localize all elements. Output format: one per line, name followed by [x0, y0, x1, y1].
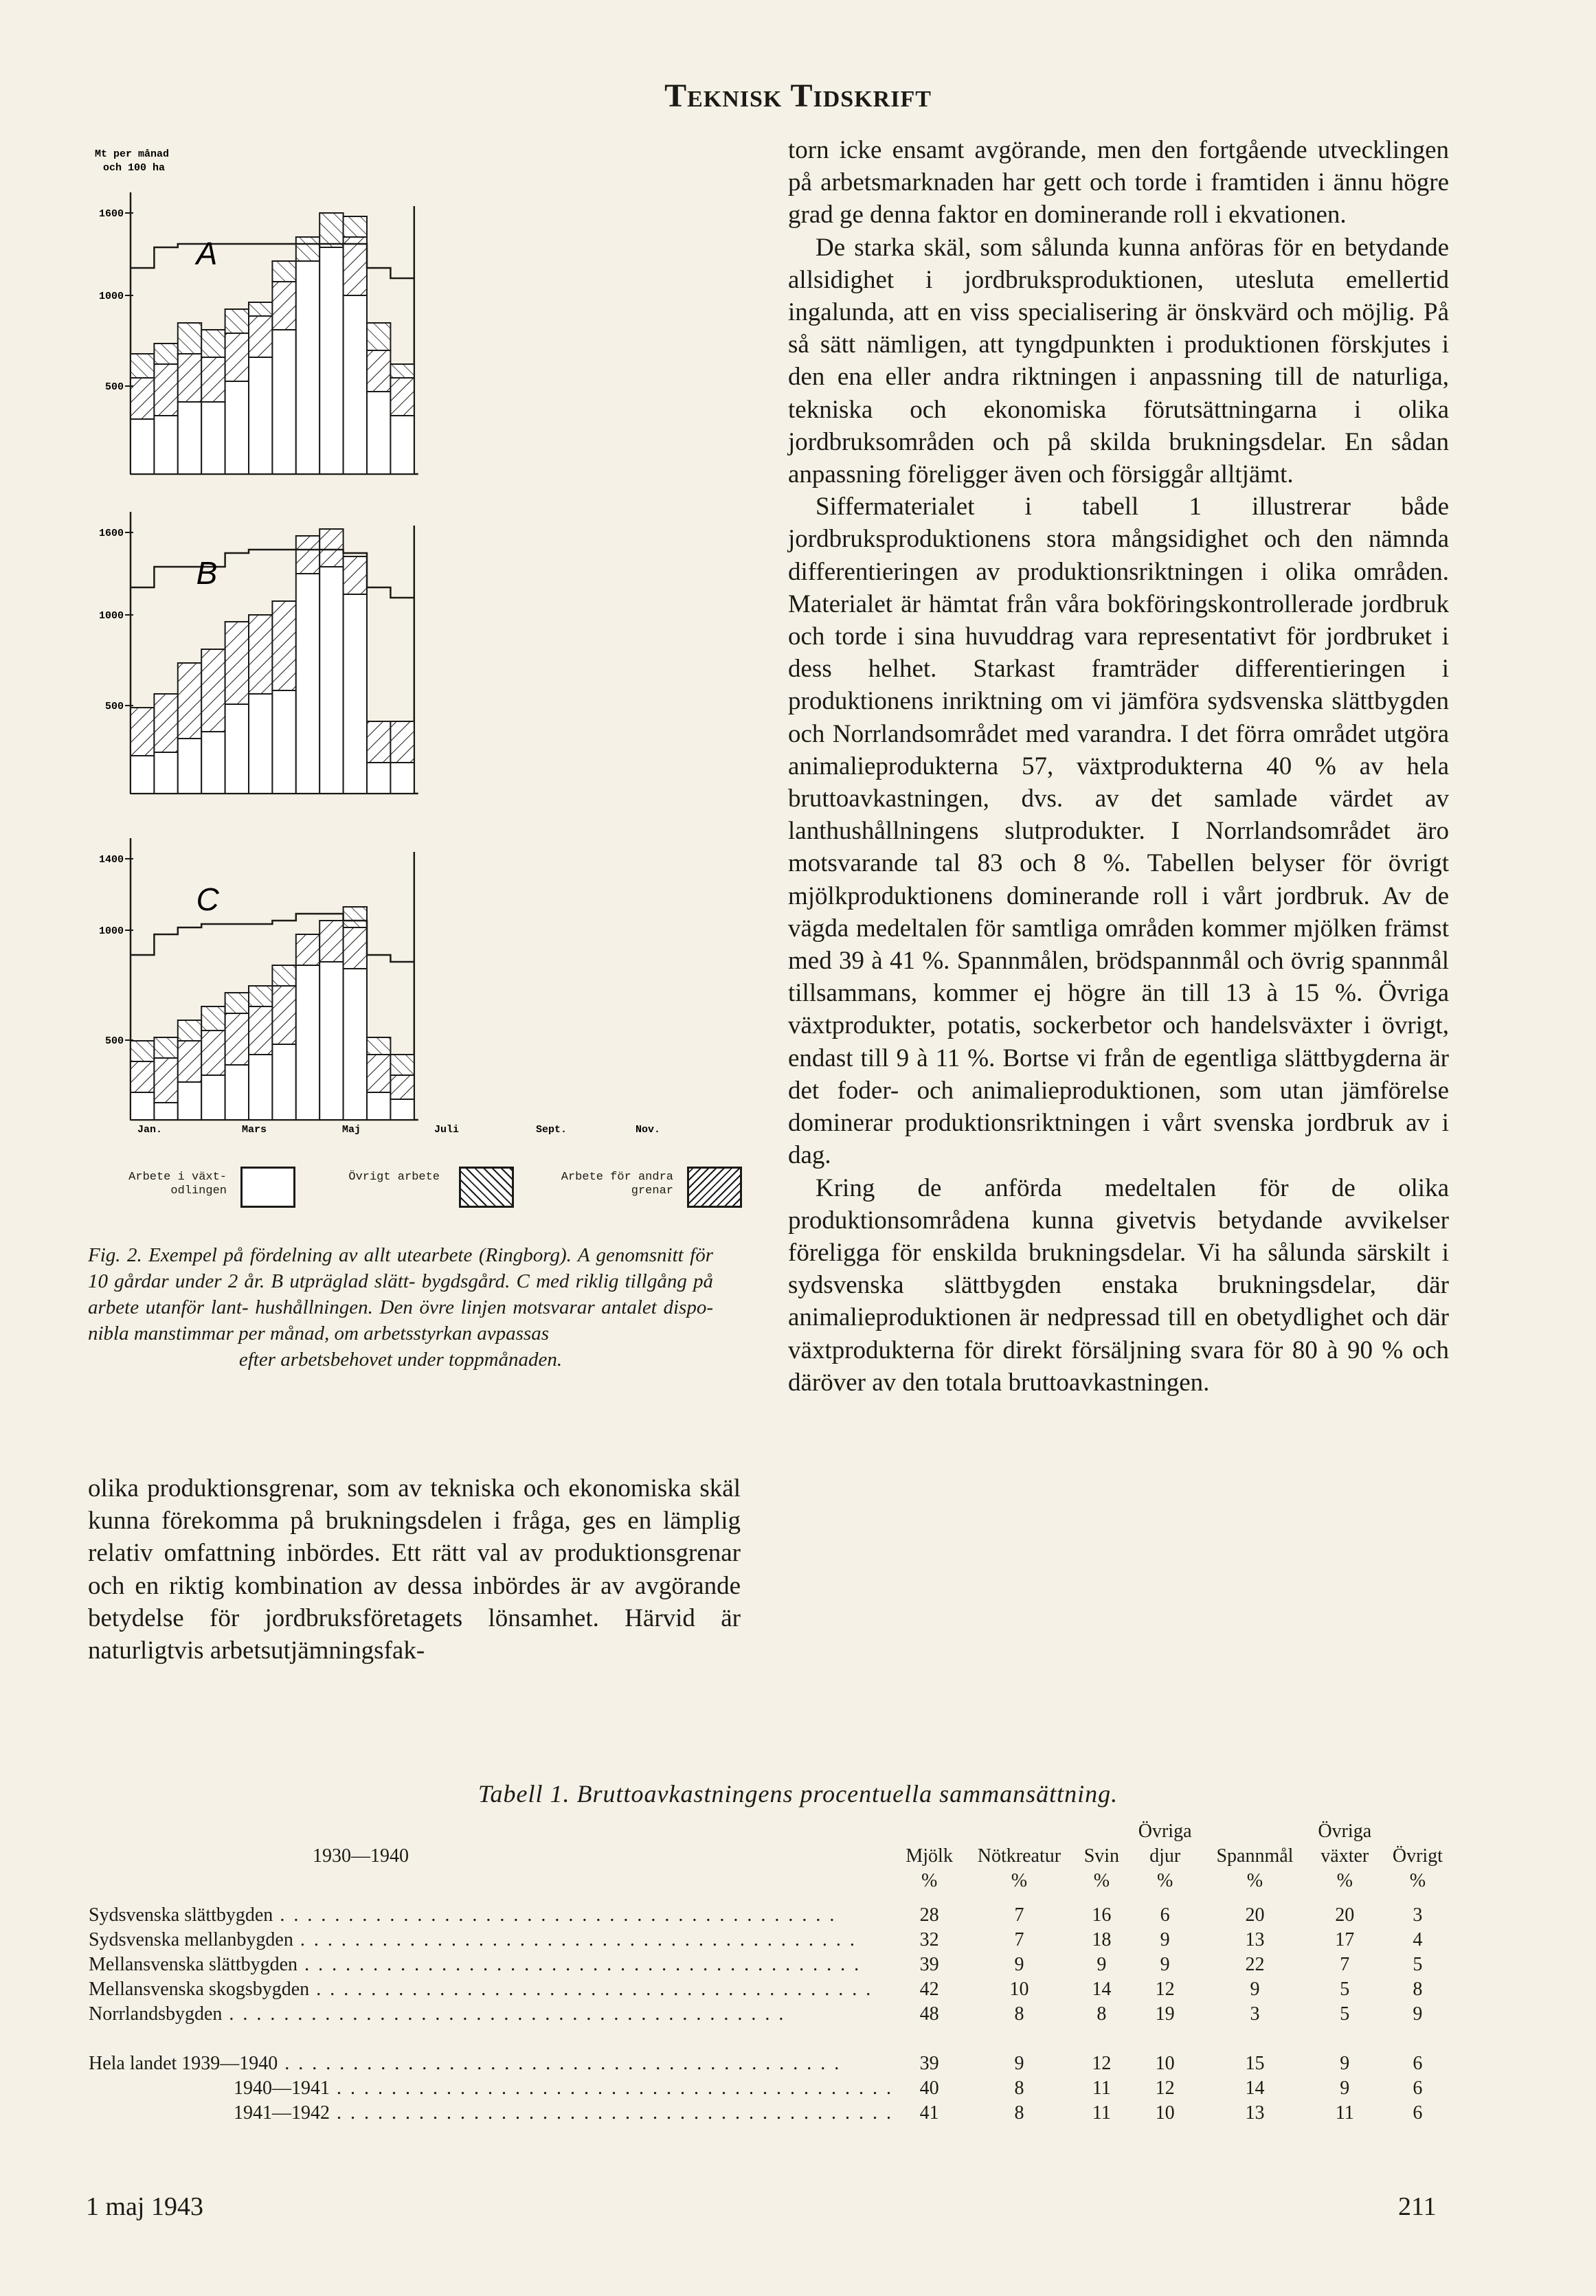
bar-crop-work — [344, 295, 367, 474]
caption-line: nibla manstimmar per månad, om arbetsstyrkan avpassas — [88, 1323, 550, 1344]
table-cell: 15 — [1245, 2053, 1265, 2074]
bar-other-work — [319, 529, 343, 567]
row-label: 1940—1941 . . . . . . . . . . . . . . . . . . . . . . . . . . . . . . . . . . . . . . . . . — [234, 2078, 893, 2099]
legend-crop-line2: odlingen — [170, 1184, 227, 1197]
figure-caption — [88, 1242, 713, 1373]
paragraph: De starka skäl, som sålunda kunna anföras för en betydande allsidighet i jordbruksproduktionen, utesluta emellertid ingalunda, att en viss specialisering är önskvärd och möjlig. På så sätt nämligen, att tyngdpunkten i produktionen förskjutes i den ena eller andra riktningen i anpassning till de naturliga, tekniska och ekonomiska förutsättningarna i olika jordbruksområden och på skilda brukningsdelar. En sådan anpassning föreligger även och försiggår alltjämt. — [788, 233, 1449, 489]
bar-other-work — [249, 316, 272, 357]
bar-other-branches — [272, 965, 295, 986]
bar-crop-work — [319, 567, 343, 794]
bar-other-branches — [249, 986, 272, 1006]
table-cell: 17 — [1335, 1929, 1355, 1950]
bar-other-work — [225, 1013, 249, 1065]
bar-crop-work — [131, 756, 154, 794]
month-label: Mars — [242, 1124, 267, 1136]
right-column-text — [788, 134, 1449, 1399]
table-cell: 5 — [1340, 1979, 1350, 2000]
table-cell: 6 — [1413, 2078, 1423, 2099]
bar-crop-work — [154, 1103, 177, 1120]
row-label: Mellansvenska skogsbygden . . . . . . . . . . . . . . . . . . . . . . . . . . . . . . . . . . . . . . . . . — [89, 1979, 873, 2000]
col-head-1 — [1382, 1819, 1453, 1844]
chart-legend — [110, 1161, 769, 1209]
legend-swatch-backslash — [459, 1167, 514, 1208]
legend-branches-line2: grenar — [631, 1184, 673, 1197]
bar-other-work — [249, 615, 272, 694]
table-header-row-1 — [86, 1819, 1453, 1844]
col-head-2: växter — [1320, 1845, 1369, 1867]
bar-crop-work — [249, 357, 272, 474]
col-head-1 — [1076, 1819, 1127, 1844]
table-row — [86, 1928, 1453, 1952]
table-cell: 4 — [1413, 1929, 1423, 1950]
col-unit: % — [1093, 1870, 1110, 1891]
table-cell: 12 — [1092, 2053, 1112, 2074]
bar-other-work — [178, 354, 201, 402]
bar-crop-work — [154, 416, 177, 474]
bar-crop-work — [131, 419, 154, 474]
capacity-line — [131, 914, 414, 962]
table-cell: 11 — [1092, 2078, 1111, 2099]
bar-crop-work — [178, 739, 201, 794]
bar-other-branches — [154, 344, 177, 364]
y-tick-label: 1000 — [98, 291, 124, 302]
caption-line: bygdsgård. C med riklig tillgång på arbete utanför lant- — [88, 1270, 714, 1318]
table-row — [86, 1952, 1453, 1977]
table-unit-row — [86, 1869, 1453, 1893]
bar-other-branches — [225, 993, 249, 1013]
bar-other-work — [272, 601, 295, 690]
table-cell: 8 — [1014, 2102, 1024, 2124]
col-unit: % — [1409, 1870, 1426, 1891]
bar-crop-work — [390, 763, 414, 794]
table-cell: 9 — [1160, 1954, 1170, 1975]
table-cell: 11 — [1335, 2102, 1354, 2124]
panel-C — [99, 838, 418, 1120]
table-cell: 5 — [1340, 2003, 1350, 2025]
table-cell: 12 — [1155, 2078, 1175, 2099]
y-tick-label: 1600 — [98, 528, 124, 539]
bar-other-work — [131, 708, 154, 756]
bar-crop-work — [201, 402, 225, 474]
y-tick-label: 500 — [104, 381, 124, 393]
bar-crop-work — [154, 752, 177, 794]
bar-other-work — [201, 357, 225, 402]
panel-B — [99, 512, 418, 794]
bar-crop-work — [178, 1082, 201, 1120]
table-title: Tabell 1. Bruttoavkastningens procentuella sammansättning. — [477, 1780, 1119, 1808]
bar-other-branches — [390, 1055, 414, 1075]
table-cell: 16 — [1092, 1904, 1112, 1926]
table-cell: 9 — [1340, 2053, 1350, 2074]
legend-crop-work — [110, 1161, 330, 1209]
table-cell: 9 — [1340, 2078, 1350, 2099]
table-cell: 32 — [919, 1929, 939, 1950]
bar-other-work — [154, 364, 177, 416]
table-cell: 28 — [919, 1904, 939, 1926]
bar-crop-work — [249, 694, 272, 794]
bar-crop-work — [367, 392, 390, 474]
col-head-1: Övriga — [1318, 1821, 1372, 1842]
panel-label: A — [196, 236, 218, 271]
table-cell: 42 — [919, 1979, 939, 2000]
table-row — [86, 1903, 1453, 1928]
table-cell: 13 — [1245, 1929, 1265, 1950]
bar-other-work — [178, 663, 201, 739]
bar-other-work — [225, 622, 249, 704]
month-labels — [137, 1124, 660, 1136]
col-unit: % — [921, 1870, 938, 1891]
bar-other-work — [390, 1075, 414, 1099]
bar-other-work — [225, 333, 249, 381]
bar-other-branches — [344, 907, 367, 927]
col-head-2: Övrigt — [1392, 1845, 1443, 1867]
bar-crop-work — [201, 1075, 225, 1120]
table-cell: 22 — [1245, 1954, 1265, 1975]
legend-other-work — [330, 1161, 536, 1209]
col-unit: % — [1011, 1870, 1028, 1891]
bar-crop-work — [272, 1044, 295, 1120]
bar-other-work — [390, 721, 414, 763]
table-spacer — [86, 2027, 1453, 2051]
table-cell: 40 — [919, 2078, 939, 2099]
month-label: Jan. — [137, 1124, 163, 1136]
table-cell: 19 — [1155, 2003, 1175, 2025]
bar-other-work — [367, 721, 390, 763]
paragraph: olika produktionsgrenar, som av tekniska och ekonomiska skäl kunna förekomma på brukningsdelen i fråga, ges en lämplig relativ omfattning inbördes. Ett rätt val av produktionsgrenar och en riktig kombination av dessa inbördes är av avgörande betydelse för jordbruksföretagets lönsamhet. Härvid är naturligtvis arbetsutjämningsfak- — [88, 1474, 741, 1665]
bar-other-branches — [272, 261, 295, 282]
table-cell: 7 — [1014, 1929, 1024, 1950]
bar-crop-work — [272, 690, 295, 794]
labour-distribution-chart — [82, 137, 756, 1305]
table-row — [86, 1977, 1453, 2002]
table-cell: 39 — [919, 2053, 939, 2074]
caption-line: Fig. 2. Exempel på fördelning av allt utearbete (Ringborg). — [88, 1244, 572, 1266]
row-label: Mellansvenska slättbygden . . . . . . . . . . . . . . . . . . . . . . . . . . . . . . . . . . . . . . . . . — [89, 1954, 862, 1975]
bar-other-branches — [178, 1020, 201, 1041]
capacity-line — [131, 550, 414, 598]
caption-line: efter arbetsbehovet under toppmånaden. — [238, 1349, 563, 1371]
yaxis-title-2: och 100 ha — [103, 162, 166, 174]
bar-other-work — [344, 237, 367, 295]
bar-other-work — [344, 927, 367, 969]
col-head-1 — [963, 1819, 1075, 1844]
month-label: Maj — [342, 1124, 361, 1136]
table-cell: 8 — [1097, 2003, 1107, 2025]
bar-other-branches — [131, 1041, 154, 1061]
table-cell: 9 — [1160, 1929, 1170, 1950]
table-cell: 11 — [1092, 2102, 1111, 2124]
period-header: 1930—1940 — [313, 1845, 409, 1867]
y-tick-label: 1400 — [98, 854, 124, 866]
bar-crop-work — [249, 1055, 272, 1120]
table-spacer — [86, 1893, 1453, 1903]
caption-line: hushållningen. Den övre linjen motsvarar antalet dispo- — [255, 1296, 713, 1318]
row-label: Sydsvenska slättbygden . . . . . . . . . . . . . . . . . . . . . . . . . . . . . . . . . . . . . . . . . — [89, 1904, 837, 1926]
bar-crop-work — [344, 594, 367, 794]
bar-other-branches — [319, 213, 343, 247]
table-cell: 9 — [1250, 1979, 1260, 2000]
bar-crop-work — [367, 763, 390, 794]
y-tick-label: 500 — [104, 701, 124, 712]
paragraph: torn icke ensamt avgörande, men den fortgående utvecklingen på arbetsmarknaden har gett och torde i framtiden i ännu högre grad ge denna faktor en dominerande roll i ekvationen. — [788, 136, 1449, 229]
y-tick-label: 1000 — [98, 610, 124, 622]
col-head-1 — [896, 1819, 963, 1844]
bar-other-branches — [178, 323, 201, 354]
bar-other-work — [296, 934, 319, 965]
table-cell: 6 — [1160, 1904, 1170, 1926]
bar-crop-work — [296, 574, 319, 794]
bar-other-work — [154, 1058, 177, 1103]
col-unit: % — [1156, 1870, 1173, 1891]
table-cell: 14 — [1092, 1979, 1112, 2000]
row-label: Sydsvenska mellanbygden . . . . . . . . . . . . . . . . . . . . . . . . . . . . . . . . . . . . . . . . . — [89, 1929, 857, 1950]
bar-other-work — [201, 1031, 225, 1075]
table-cell: 41 — [919, 2102, 939, 2124]
table-cell: 20 — [1335, 1904, 1355, 1926]
month-label: Juli — [434, 1124, 460, 1136]
col-head-2: Nötkreatur — [977, 1845, 1061, 1867]
panel-label: C — [196, 881, 219, 917]
table-row — [86, 2076, 1453, 2101]
table-cell: 12 — [1155, 1979, 1175, 2000]
legend-swatch-slash — [687, 1167, 742, 1208]
table-cell: 5 — [1413, 1954, 1423, 1975]
journal-title: Teknisk Tidskrift — [664, 78, 932, 114]
bar-other-work — [154, 694, 177, 752]
bar-crop-work — [225, 381, 249, 474]
table-cell: 8 — [1014, 2078, 1024, 2099]
issue-date: 1 maj 1943 — [86, 2192, 203, 2221]
bar-other-work — [178, 1041, 201, 1082]
col-head-1 — [1202, 1819, 1307, 1844]
month-label: Sept. — [536, 1124, 567, 1136]
bar-crop-work — [296, 261, 319, 474]
col-head-2: Mjölk — [906, 1845, 953, 1867]
table-cell: 9 — [1014, 2053, 1024, 2074]
bar-other-work — [131, 1061, 154, 1092]
row-label: Hela landet 1939—1940 . . . . . . . . . . . . . . . . . . . . . . . . . . . . . . . . . . . . . . . . . — [89, 2053, 842, 2074]
production-table — [86, 1819, 1453, 2126]
bar-other-branches — [344, 216, 367, 237]
y-tick-label: 500 — [104, 1035, 124, 1047]
col-head-1: Övriga — [1138, 1821, 1192, 1842]
bar-crop-work — [390, 416, 414, 474]
table-cell: 8 — [1413, 1979, 1423, 2000]
col-head-2: djur — [1149, 1845, 1181, 1867]
row-label: 1941—1942 . . . . . . . . . . . . . . . . . . . . . . . . . . . . . . . . . . . . . . . . . — [234, 2102, 893, 2124]
bar-other-branches — [131, 354, 154, 378]
panel-label: B — [196, 555, 218, 591]
col-unit: % — [1336, 1870, 1353, 1891]
bar-other-work — [249, 1006, 272, 1055]
table-row — [86, 2051, 1453, 2076]
table-cell: 10 — [1155, 2053, 1175, 2074]
bar-other-branches — [225, 309, 249, 333]
table-cell: 14 — [1245, 2078, 1265, 2099]
bar-other-work — [390, 378, 414, 416]
bar-other-work — [201, 649, 225, 732]
bar-crop-work — [319, 962, 343, 1120]
bar-other-work — [367, 1055, 390, 1092]
paragraph: Kring de anförda medeltalen för de olika produktionsområdena kunna givetvis betydande avvikelser föreligga för enskilda brukningsdelar. Vi ha sålunda särskilt i sydsvenska slättbygden enstaka brukningsdelar, där animalieproduktionen är nedpressad till en obetydlighet och där växtprodukterna för direkt försäljning svara för 80 à 90 % och däröver av den totala bruttoavkastningen. — [788, 1173, 1449, 1397]
legend-branches-line1: Arbete för andra — [561, 1171, 673, 1184]
bar-crop-work — [178, 402, 201, 474]
page-number: 211 — [1398, 2192, 1437, 2221]
table-cell: 9 — [1014, 1954, 1024, 1975]
legend-other-label: Övrigt arbete — [348, 1171, 440, 1184]
bar-other-work — [272, 986, 295, 1044]
bar-other-work — [344, 556, 367, 594]
bar-other-work — [131, 378, 154, 419]
bar-crop-work — [390, 1099, 414, 1120]
table-cell: 7 — [1340, 1954, 1350, 1975]
table-cell: 48 — [919, 2003, 939, 2025]
legend-crop-line1: Arbete i växt- — [128, 1171, 227, 1184]
month-label: Nov. — [636, 1124, 661, 1136]
bar-other-branches — [154, 1037, 177, 1058]
bar-crop-work — [225, 704, 249, 794]
col-head-2: Svin — [1083, 1845, 1120, 1867]
table-cell: 9 — [1097, 1954, 1107, 1975]
left-column-text — [88, 1472, 741, 1667]
table-row — [86, 2002, 1453, 2027]
bar-crop-work — [344, 969, 367, 1120]
bar-crop-work — [272, 330, 295, 474]
bar-other-branches — [367, 1037, 390, 1055]
bar-crop-work — [131, 1092, 154, 1120]
table-row — [86, 2101, 1453, 2126]
yaxis-title: Mt per månad — [95, 148, 170, 160]
table-header-row-2 — [86, 1844, 1453, 1869]
table-cell: 6 — [1413, 2053, 1423, 2074]
caption-line: A genomsnitt för 10 gårdar under 2 år. B utpräglad slätt- — [88, 1244, 713, 1292]
bar-other-branches — [296, 237, 319, 261]
col-unit: % — [1246, 1870, 1263, 1891]
table-cell: 9 — [1413, 2003, 1423, 2025]
table-cell: 10 — [1009, 1979, 1029, 2000]
paragraph: Siffermaterialet i tabell 1 illustrerar både jordbruksproduktionens stora mångsidighet och den nämnda differentieringen av produktionsriktningen i olika områden. Materialet är hämtat från våra bokföringskontrollerade jordbruk och torde i sina huvuddrag vara representativt för jordbruket i dess helhet. Starkast framträder differentieringen i produktionens inriktning om vi jämföra sydsvenska slättbygden och Norrlandsområdet med varandra. I det förra området utgöra animalieprodukterna 57, växtprodukterna 40 % av hela bruttoavkastningen, dvs. av det samlade värdet av lanthushållningens slutprodukter. I Norrlandsområdet äro motsvarande tal 83 och 8 %. Tabellen belyser för övrigt mjölkproduktionens dominerande roll i vårt jordbruk. Av de vägda medeltalen för samtliga områden kommer mjölken främst med 39 à 41 %. Spannmålen, brödspannmål och övrig spannmål tillsammans, kommer ej högre än till 13 à 15 %. Övriga växtprodukter, potatis, sockerbetor och handelsväxter i övrigt, endast till 9 à 11 %. Bortse vi från de egentliga slättbygderna är det foder- och animalieproduktionen, som utan jämförelse dominerar produktionsriktningen i vårt svenska jordbruk av i dag. — [788, 493, 1449, 1170]
row-label: Norrlandsbygden . . . . . . . . . . . . . . . . . . . . . . . . . . . . . . . . . . . . . . . . . — [89, 2003, 786, 2025]
table-cell: 6 — [1413, 2102, 1423, 2124]
table-cell: 13 — [1245, 2102, 1265, 2124]
table-cell: 3 — [1413, 1904, 1423, 1926]
table-cell: 10 — [1155, 2102, 1175, 2124]
bar-other-work — [319, 921, 343, 962]
bar-crop-work — [225, 1065, 249, 1120]
legend-swatch-plain — [240, 1167, 295, 1208]
table-cell: 18 — [1092, 1929, 1112, 1950]
table-cell: 20 — [1245, 1904, 1265, 1926]
table-cell: 3 — [1250, 2003, 1260, 2025]
bar-other-branches — [201, 1006, 225, 1031]
bar-other-branches — [249, 302, 272, 316]
bar-crop-work — [319, 247, 343, 474]
bar-other-work — [296, 536, 319, 574]
table-cell: 39 — [919, 1954, 939, 1975]
col-head-2: Spannmål — [1216, 1845, 1294, 1867]
bar-other-branches — [390, 364, 414, 378]
bar-crop-work — [201, 732, 225, 794]
legend-other-branches — [536, 1161, 769, 1209]
bar-other-work — [272, 282, 295, 330]
y-tick-label: 1600 — [98, 208, 124, 220]
table-cell: 8 — [1014, 2003, 1024, 2025]
bar-crop-work — [296, 965, 319, 1120]
panel-A — [99, 192, 418, 474]
bar-crop-work — [367, 1092, 390, 1120]
bar-other-branches — [367, 323, 390, 350]
bar-other-branches — [201, 330, 225, 357]
bar-other-work — [367, 350, 390, 392]
table-cell: 7 — [1014, 1904, 1024, 1926]
y-tick-label: 1000 — [98, 925, 124, 937]
